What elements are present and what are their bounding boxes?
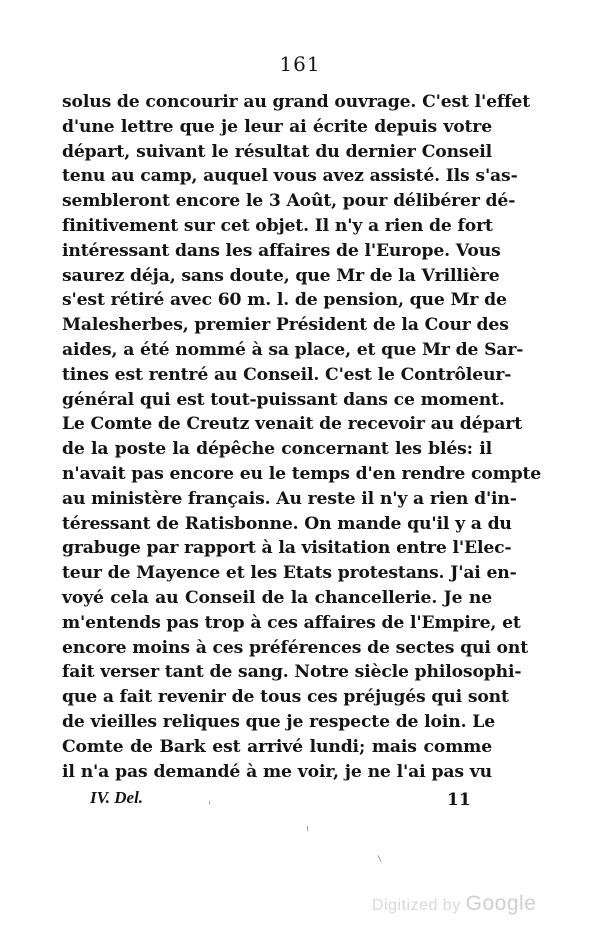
body-text (62, 90, 542, 784)
text-line: de la poste la dépêche concernant les blés: il (62, 439, 492, 460)
signature-number: 11 (447, 790, 471, 810)
watermark-prefix: Digitized by (372, 897, 461, 914)
text-line: s'est rétiré avec 60 m. l. de pension, que Mr de (62, 290, 507, 311)
text-line: Comte de Bark est arrivé lundi; mais comme (62, 736, 492, 757)
text-line: départ, suivant le résultat du dernier Conseil (62, 141, 492, 162)
text-line: tines est rentré au Conseil. C'est le Contrôleur- (62, 364, 512, 385)
page-number: 161 (279, 52, 321, 76)
text-line: tenu au camp, auquel vous avez assisté. Ils s'as- (62, 166, 518, 187)
text-line: m'entends pas trop à ces affaires de l'Empire, et (62, 612, 521, 633)
text-line: intéressant dans les affaires de l'Europe. Vous (62, 240, 501, 261)
watermark (372, 892, 536, 916)
ink-speck (378, 855, 382, 862)
text-line: téressant de Ratisbonne. On mande qu'il y a du (62, 513, 512, 534)
text-line: aides, a été nommé à sa place, et que Mr de Sar- (62, 339, 524, 360)
text-line: général qui est tout-puissant dans ce moment. (62, 389, 505, 410)
ink-speck (209, 801, 210, 804)
text-line: grabuge par rapport à la visitation entre l'Elec- (62, 538, 512, 559)
text-line: au ministère français. Au reste il n'y a rien d'in- (62, 488, 517, 509)
text-line: que a fait revenir de tous ces préjugés qui sont (62, 687, 509, 708)
text-line: encore moins à ces préférences de sectes qui ont (62, 637, 529, 658)
text-line: fait verser tant de sang. Notre siècle philosophi- (62, 662, 522, 683)
text-line: de vieilles reliques que je respecte de loin. Le (62, 711, 495, 732)
text-line: n'avait pas encore eu le temps d'en rendre compte (62, 463, 542, 484)
text-line: Le Comte de Creutz venait de recevoir au départ (62, 414, 523, 435)
text-line: voyé cela au Conseil de la chancellerie. Je ne (62, 587, 492, 608)
text-line: sembleront encore le 3 Août, pour délibérer dé- (62, 191, 516, 212)
text-line: d'une lettre que je leur ai écrite depuis votre (62, 116, 492, 137)
ink-speck (307, 826, 308, 831)
text-line: il n'a pas demandé à me voir, je ne l'ai pas vu (62, 761, 492, 782)
text-line: solus de concourir au grand ouvrage. C'est l'effet (62, 92, 530, 112)
text-line: Malesherbes, premier Président de la Cour des (62, 315, 509, 336)
text-line: saurez déja, sans doute, que Mr de la Vrillière (62, 265, 500, 286)
text-line: finitivement sur cet objet. Il n'y a rien de fort (62, 215, 493, 236)
watermark-brand: Google (465, 892, 537, 915)
text-line: teur de Mayence et les Etats protestans. J'ai en- (62, 563, 517, 584)
signature-mark: IV. Del. (90, 788, 144, 807)
